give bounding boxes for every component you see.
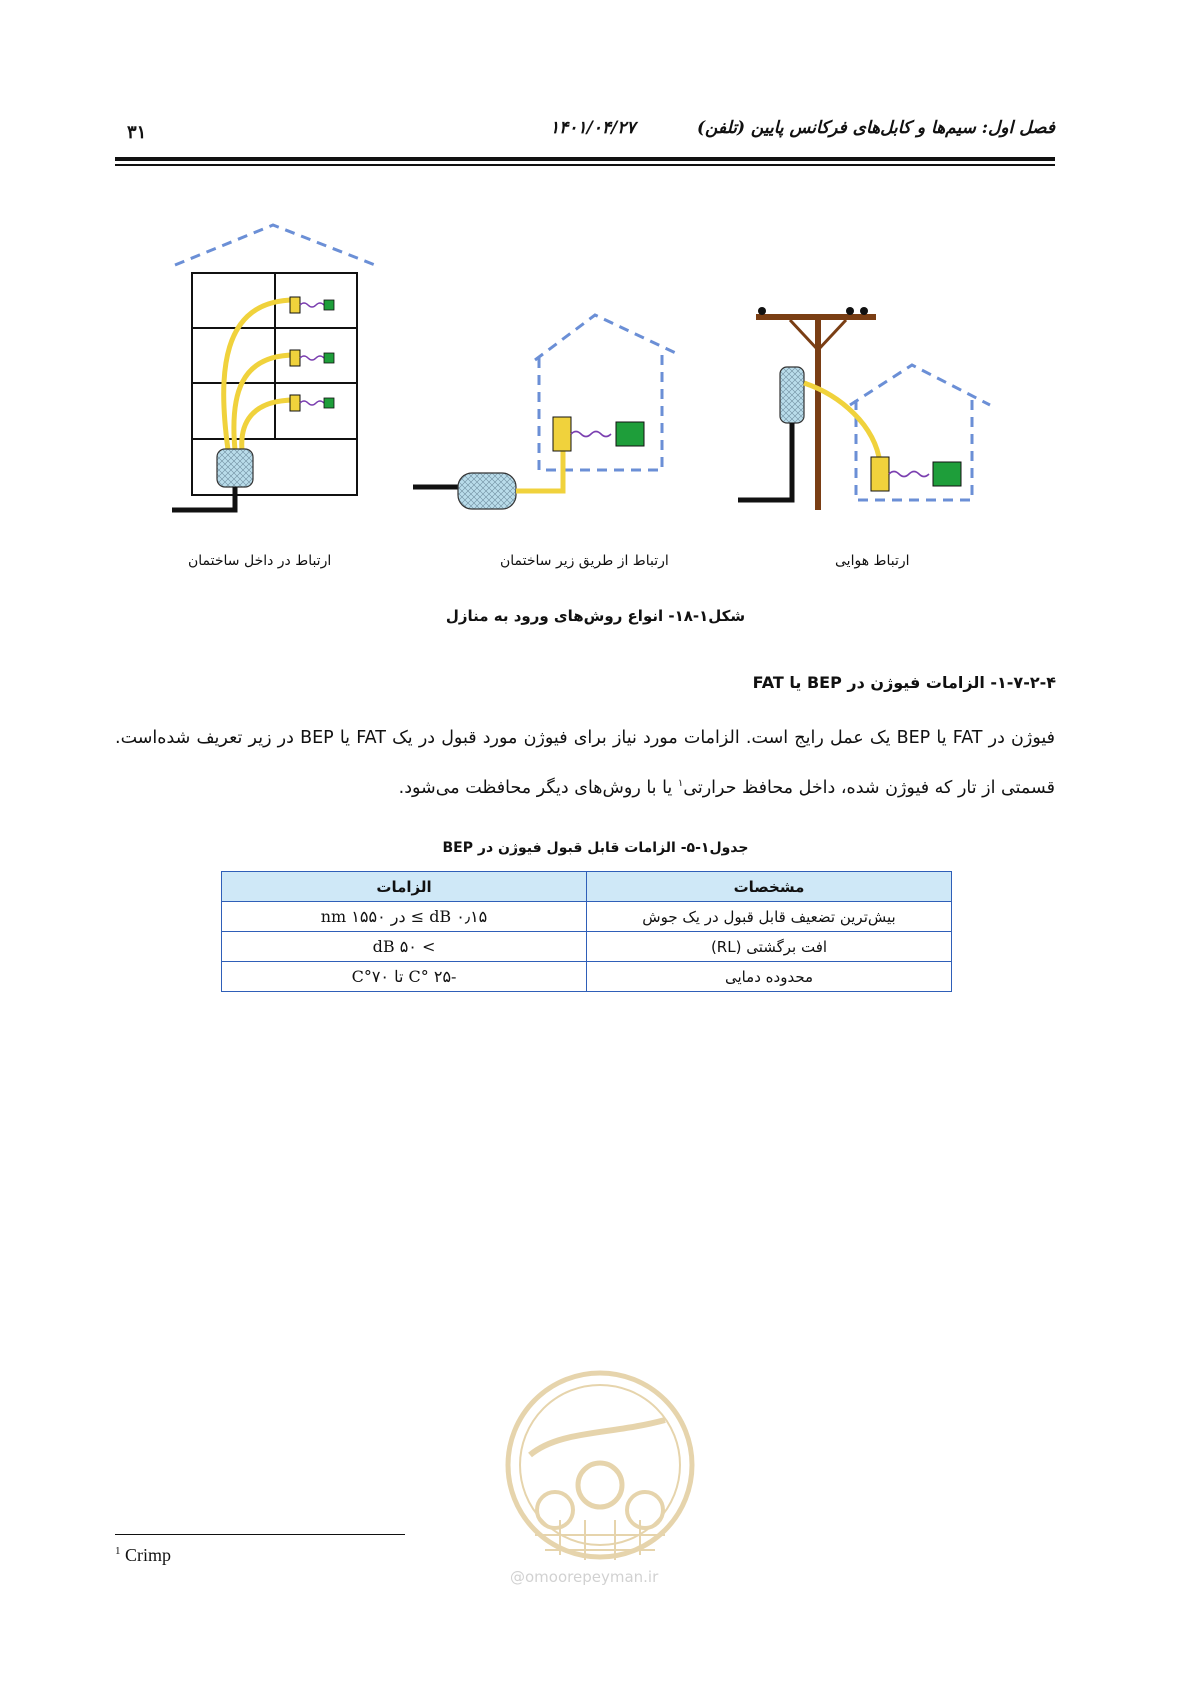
table-row (222, 932, 952, 962)
header-req: الزامات (222, 872, 587, 902)
caption-aerial: ارتباط هوایی (835, 553, 910, 569)
footnote (115, 1545, 171, 1566)
header-date: ۱۴۰۱/۰۴/۲۷ (550, 118, 636, 138)
publisher-watermark (490, 1360, 710, 1604)
header-rule-thick (115, 157, 1055, 161)
footnote-mark: ۱ (677, 778, 684, 789)
table-row (222, 962, 952, 992)
footnote-number: 1 (115, 1545, 121, 1557)
section-heading: ۱-۷-۲-۴- الزامات فیوژن در BEP یا FAT (752, 673, 1056, 692)
caption-underground: ارتباط از طریق زیر ساختمان (500, 553, 669, 569)
cell-req: -۲۵ °C تا ۷۰°C (222, 962, 587, 992)
paragraph-text: فیوژن در FAT یا BEP یک عمل رایج است. الزامات مورد نیاز برای فیوژن مورد قبول در یک FAT یا BEP در زیر تعریف شده‌است. قسمتی از تار که فیوژن شده، داخل محافظ حرارتی (115, 728, 1056, 798)
footnote-rule (115, 1534, 405, 1535)
figure-diagram (150, 215, 1050, 515)
watermark-seal-icon (490, 1360, 710, 1600)
cell-req: ۰٫۱۵ dB ≥ در ۱۵۵۰ nm (222, 902, 587, 932)
underground-diagram (413, 315, 680, 509)
figure-caption: شکل۱-۱۸- انواع روش‌های ورود به منازل (445, 607, 746, 625)
cell-spec: افت برگشتی (RL) (587, 932, 952, 962)
cell-req: > ۵۰ dB (222, 932, 587, 962)
header-spec: مشخصات (587, 872, 952, 902)
page-number: ۳۱ (127, 122, 147, 143)
page-header (115, 118, 1055, 148)
table-row (222, 902, 952, 932)
header-rule-thin (115, 164, 1055, 166)
fusion-requirements-table (221, 871, 952, 992)
cell-spec: بیش‌ترین تضعیف قابل قبول در یک جوش (587, 902, 952, 932)
table-caption: جدول۱-۵- الزامات قابل قبول فیوژن در BEP (442, 840, 749, 856)
paragraph-text-end: یا با روش‌های دیگر محافظت می‌شود. (398, 777, 678, 798)
chapter-title: فصل اول: سیم‌ها و کابل‌های فرکانس پایین (تلفن) (697, 118, 1055, 138)
watermark-url: @omoorepeyman.ir (510, 1568, 659, 1586)
entry-methods-figure (150, 215, 1050, 519)
footnote-text: Crimp (125, 1545, 172, 1565)
body-paragraph (115, 715, 1055, 811)
caption-inside-building: ارتباط در داخل ساختمان (188, 553, 332, 569)
table-header-row (222, 872, 952, 902)
aerial-diagram (738, 307, 990, 510)
cell-spec: محدوده دمایی (587, 962, 952, 992)
inside-building-diagram (172, 225, 375, 510)
